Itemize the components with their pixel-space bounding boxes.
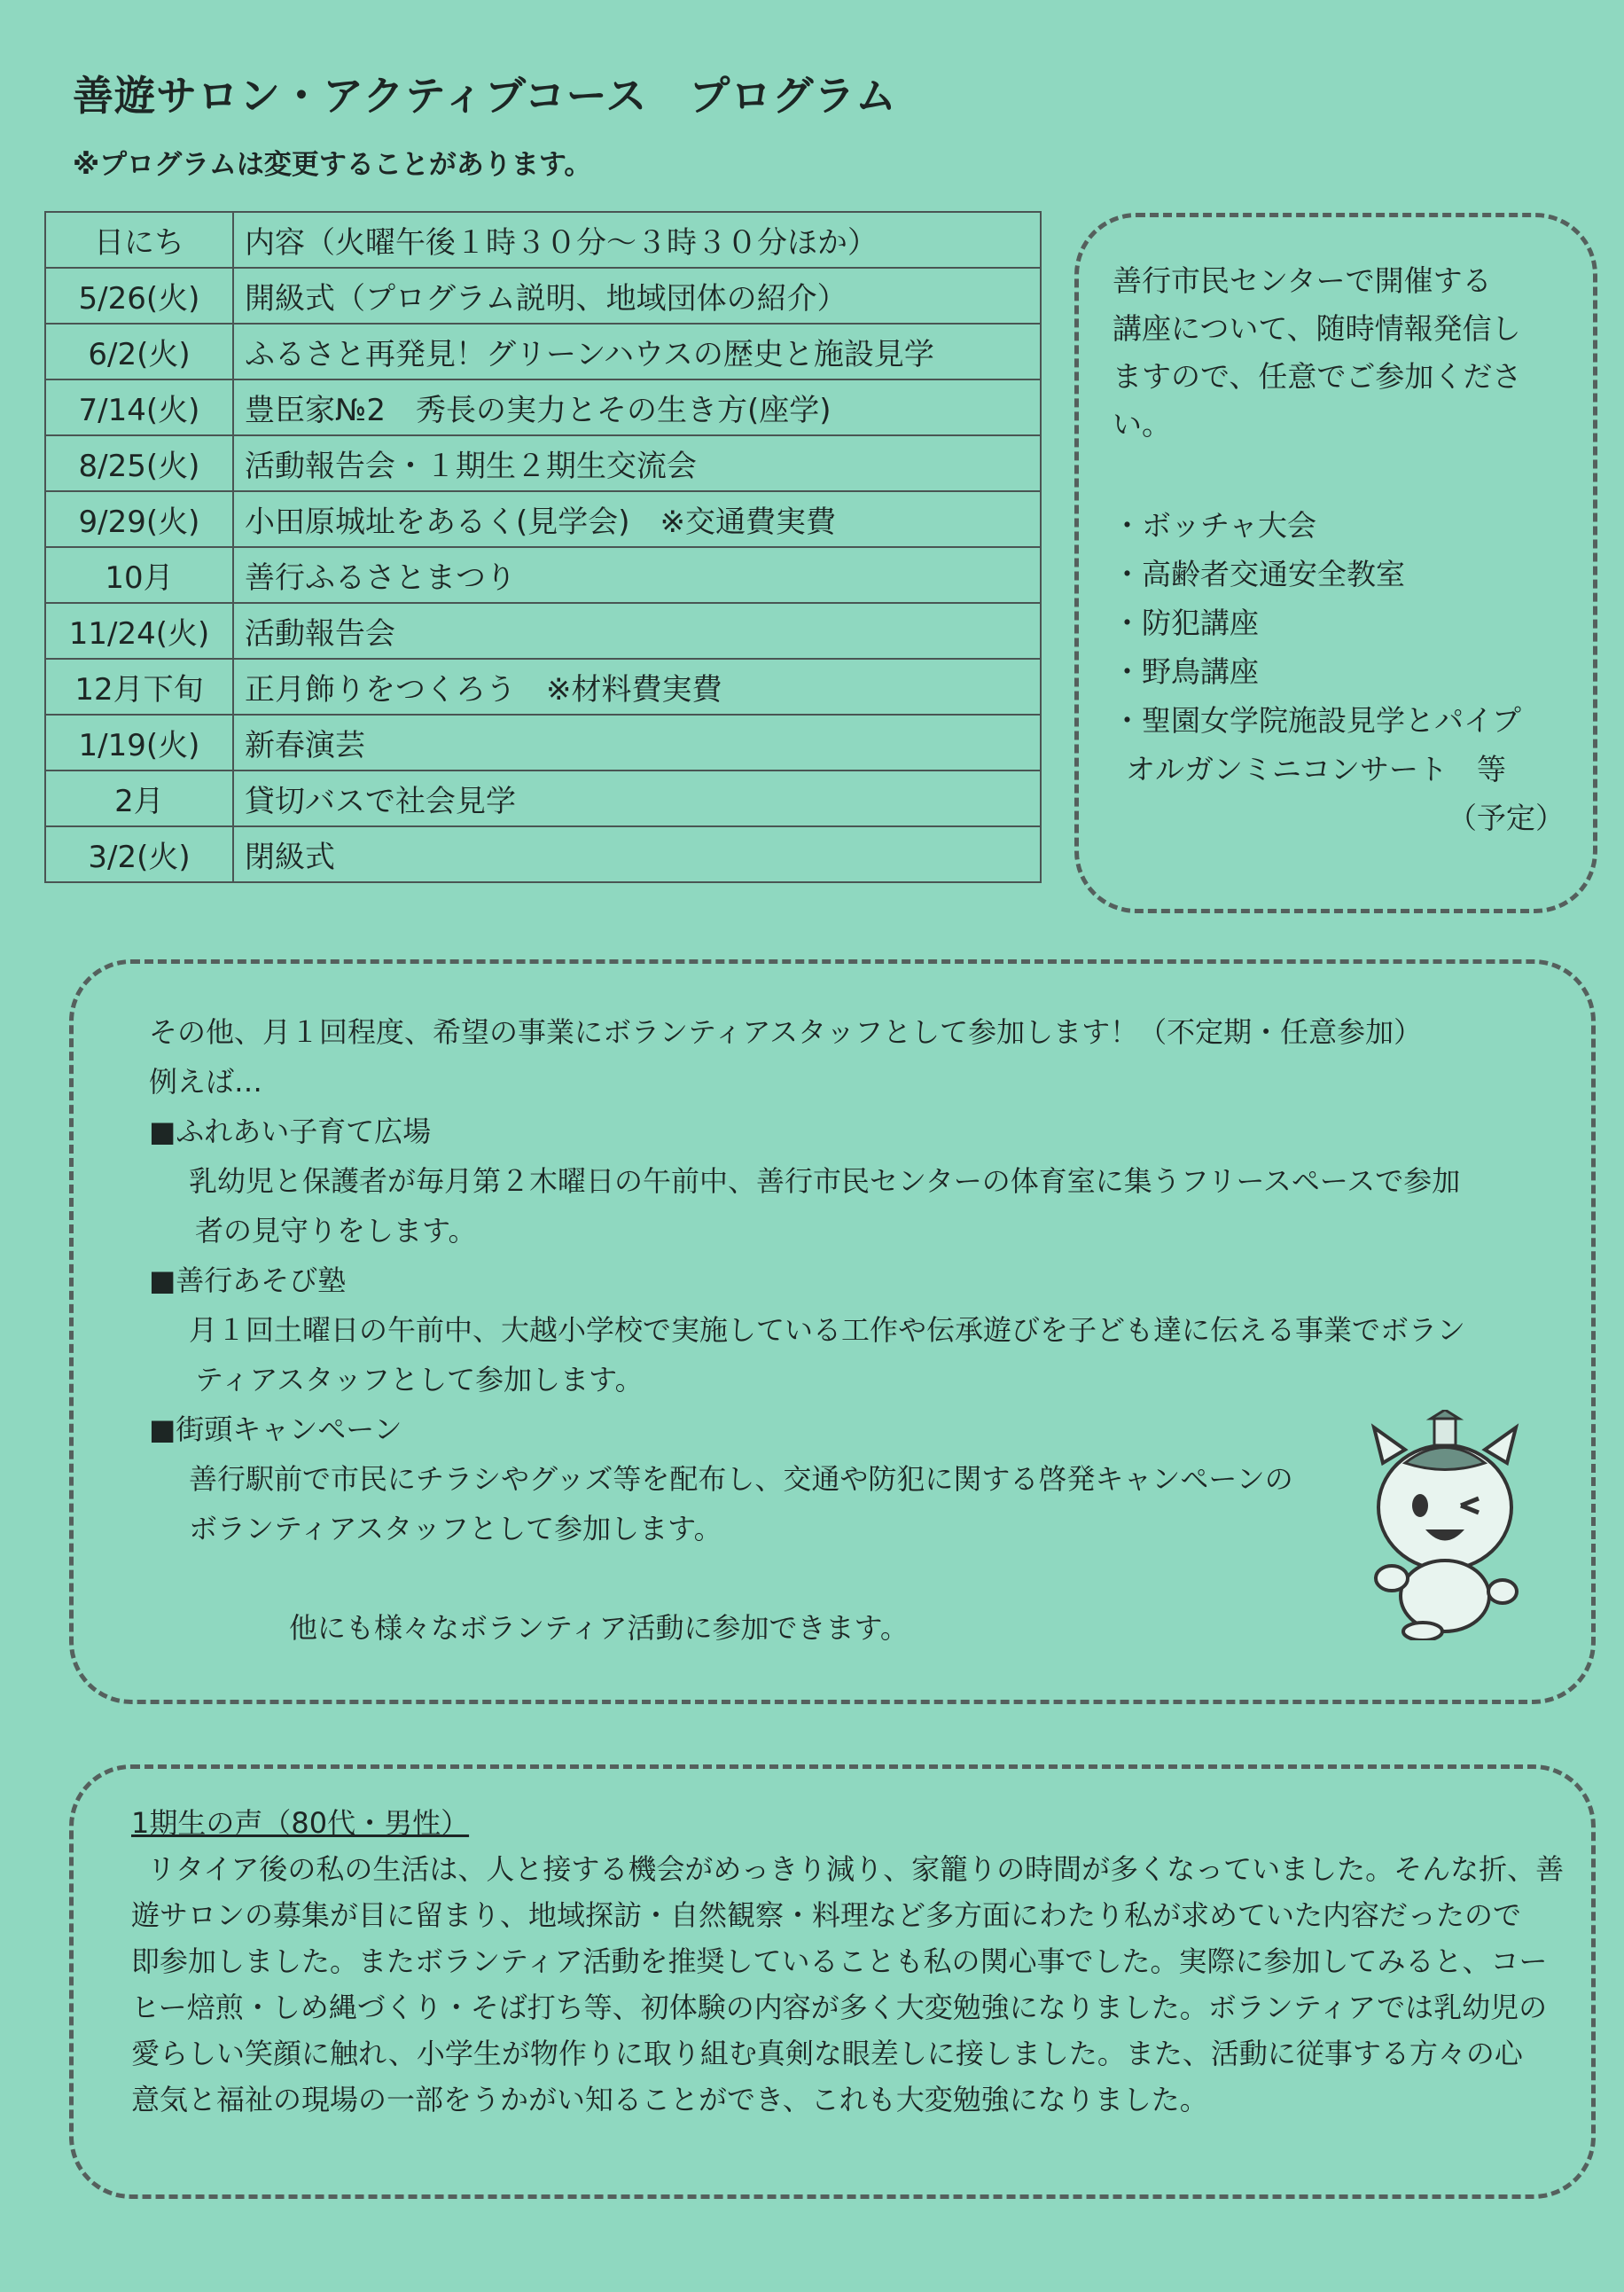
- table-row: [45, 324, 1041, 379]
- row-date: 10月: [45, 547, 233, 603]
- row-date: 5/26(火): [45, 268, 233, 324]
- change-notice: ※プログラムは変更することがあります。: [73, 149, 592, 181]
- table-row: [45, 379, 1041, 435]
- row-content: 閉級式: [233, 826, 1041, 882]
- list-item: ・ボッチャ大会: [1113, 508, 1317, 543]
- row-date: 11/24(火): [45, 603, 233, 659]
- section-heading: ■ふれあい子育て広場: [149, 1115, 432, 1148]
- volunteer-example: 例えば…: [149, 1065, 263, 1099]
- table-row: [45, 435, 1041, 491]
- row-content: 貸切バスで社会見学: [233, 771, 1041, 826]
- list-item: ・防犯講座: [1113, 606, 1259, 640]
- volunteer-lead: その他、月１回程度、希望の事業にボランティアスタッフとして参加します！（不定期・任意参加）: [149, 1015, 1423, 1049]
- voice-text-line: 即参加しました。またボランティア活動を推奨していることも私の関心事でした。実際に参加してみると、コー: [131, 1944, 1548, 1978]
- schedule-table: [44, 211, 1042, 883]
- page-title: 善遊サロン・アクティブコース プログラム: [73, 72, 897, 120]
- header-date: 日にち: [45, 212, 233, 268]
- header-content: 内容（火曜午後１時３０分～３時３０分ほか）: [233, 212, 1041, 268]
- course-list: [1113, 501, 1573, 842]
- table-row: [45, 603, 1041, 659]
- section-text: 者の見守りをします。: [195, 1214, 477, 1248]
- table-row: [45, 826, 1041, 882]
- voice-text-line: リタイア後の私の生活は、人と接する機会がめっきり減り、家籠りの時間が多くなっていました。そんな折、善: [147, 1852, 1565, 1886]
- row-content: 活動報告会・１期生２期生交流会: [233, 435, 1041, 491]
- table-row: [45, 268, 1041, 324]
- table-row: [45, 715, 1041, 771]
- row-content: 新春演芸: [233, 715, 1041, 771]
- intro-line: ますので、任意でご参加くださ: [1113, 359, 1522, 394]
- row-content: 開級式（プログラム説明、地域団体の紹介）: [233, 268, 1041, 324]
- table-row: [45, 659, 1041, 715]
- list-item-continuation: オルガンミニコンサート 等: [1126, 752, 1506, 786]
- row-date: 6/2(火): [45, 324, 233, 379]
- row-content: 小田原城址をあるく(見学会) ※交通費実費: [233, 491, 1041, 547]
- list-item: ・野鳥講座: [1113, 654, 1259, 689]
- row-date: 1/19(火): [45, 715, 233, 771]
- voice-text-line: 意気と福祉の現場の一部をうかがい知ることができ、これも大変勉強になりました。: [131, 2083, 1208, 2116]
- schedule-header-row: [45, 212, 1041, 268]
- row-content: 活動報告会: [233, 603, 1041, 659]
- row-date: 12月下旬: [45, 659, 233, 715]
- row-date: 3/2(火): [45, 826, 233, 882]
- row-content: 善行ふるさとまつり: [233, 547, 1041, 603]
- row-date: 8/25(火): [45, 435, 233, 491]
- voice-text-line: 遊サロンの募集が目に留まり、地域探訪・自然観察・料理など多方面にわたり私が求めていた内容だったので: [131, 1898, 1522, 1932]
- row-date: 9/29(火): [45, 491, 233, 547]
- voice-text-line: ヒー焙煎・しめ縄づくり・そば打ち等、初体験の内容が多く大変勉強になりました。ボランティアでは乳幼児の: [131, 1991, 1548, 2024]
- section-text: 乳幼児と保護者が毎月第２木曜日の午前中、善行市民センターの体育室に集うフリースペースで参加: [189, 1164, 1461, 1198]
- section-text: ティアスタッフとして参加します。: [195, 1363, 644, 1396]
- row-content: 正月飾りをつくろう ※材料費実費: [233, 659, 1041, 715]
- list-item: ・聖園女学院施設見学とパイプ: [1113, 703, 1522, 738]
- intro-line: い。: [1113, 407, 1171, 442]
- mascot-character-icon: [1356, 1410, 1534, 1640]
- voice-text-line: 愛らしい笑顔に触れ、小学生が物作りに取り組む真剣な眼差しに接しました。また、活動に従事する方々の心: [131, 2037, 1523, 2070]
- list-item: ・高齢者交通安全教室: [1113, 557, 1405, 591]
- section-heading: ■街頭キャンペーン: [149, 1412, 402, 1446]
- volunteer-section: [149, 1007, 1567, 1653]
- volunteer-closing: 他にも様々なボランティア活動に参加できます。: [289, 1611, 909, 1645]
- row-date: 7/14(火): [45, 379, 233, 435]
- intro-line: 講座について、随時情報発信し: [1113, 311, 1521, 346]
- table-row: [45, 771, 1041, 826]
- section-text: ボランティアスタッフとして参加します。: [189, 1512, 722, 1545]
- row-content: ふるさと再発見！グリーンハウスの歴史と施設見学: [233, 324, 1041, 379]
- section-heading: ■善行あそび塾: [149, 1263, 347, 1297]
- intro-line: 善行市民センターで開催する: [1113, 263, 1492, 298]
- voice-heading: 1期生の声（80代・男性）: [131, 1806, 470, 1840]
- tentative-label: （予定）: [1448, 801, 1565, 835]
- row-content: 豊臣家№2 秀長の実力とその生き方(座学): [233, 379, 1041, 435]
- student-voice-section: [131, 1800, 1563, 2123]
- section-text: 善行駅前で市民にチラシやグッズ等を配布し、交通や防犯に関する啓発キャンペーンの: [189, 1462, 1293, 1496]
- section-text: 月１回土曜日の午前中、大越小学校で実施している工作や伝承遊びを子ども達に伝える事業でボラン: [189, 1313, 1466, 1347]
- row-date: 2月: [45, 771, 233, 826]
- table-row: [45, 491, 1041, 547]
- table-row: [45, 547, 1041, 603]
- info-box-intro: [1113, 257, 1573, 449]
